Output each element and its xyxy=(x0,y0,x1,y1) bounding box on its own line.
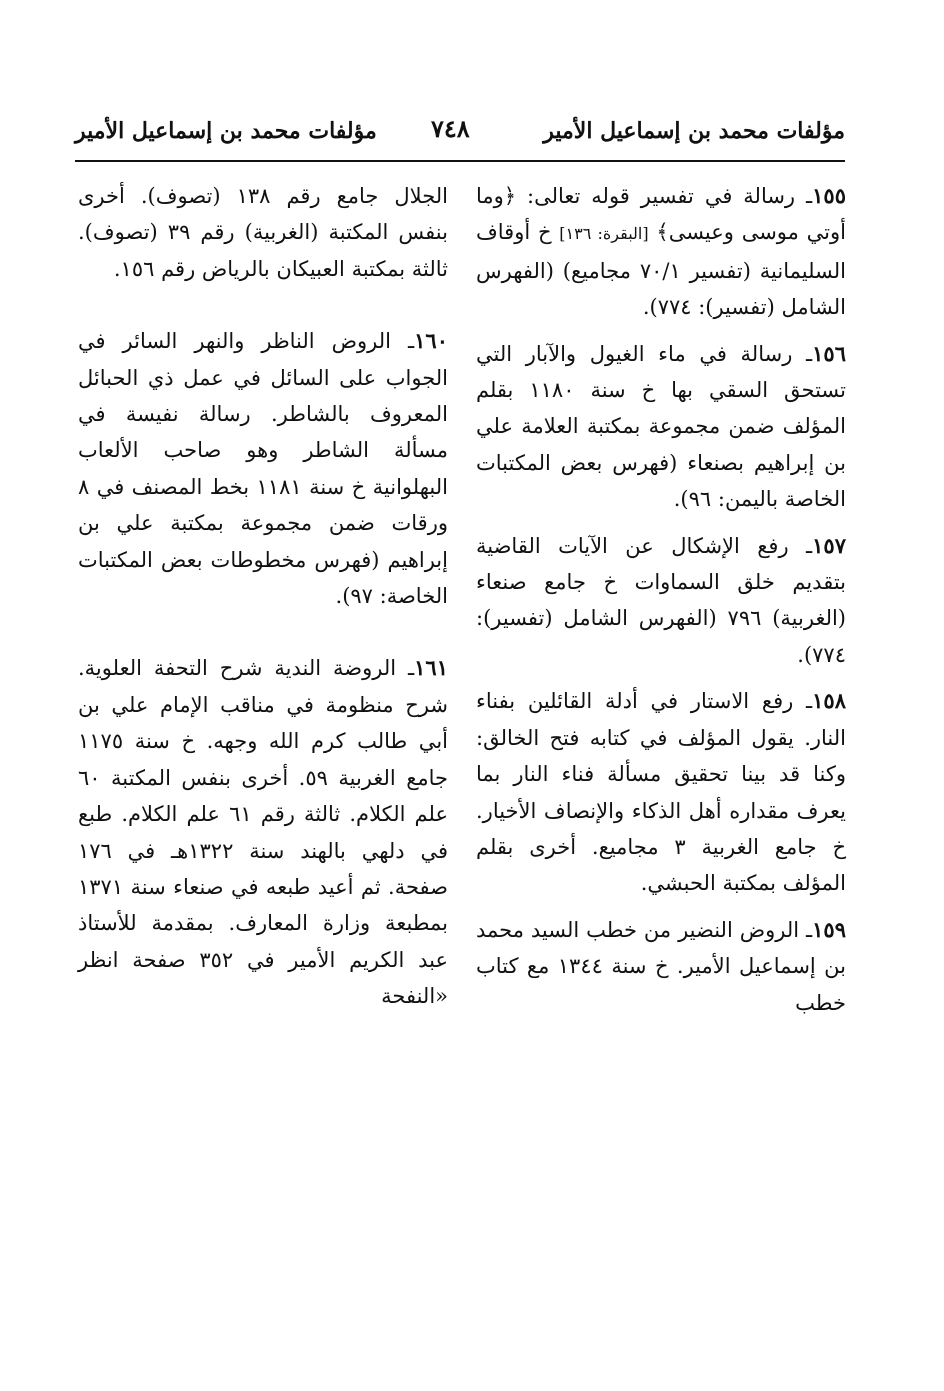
left-column xyxy=(78,178,448,1051)
entry-text: خ أوقاف السليمانية (تفسير ٧٠/١ مجاميع) (الفهرس الشامل (تفسير): ٧٧٤). xyxy=(476,220,846,320)
entry-continuation: الجلال جامع رقم ١٣٨ (تصوف). أخرى بنفس المكتبة (الغربية) رقم ٣٩ (تصوف). ثالثة بمكتبة العبيكان بالرياض رقم ١٥٦. xyxy=(78,184,448,281)
entry-number: ١٦٠ xyxy=(414,328,448,354)
running-title-right: مؤلفات محمد بن إسماعيل الأمير xyxy=(543,118,845,144)
page-header xyxy=(75,110,845,162)
entry-text: ـ رسالة في ماء الغيول والآبار التي تستحق السقي بها خ سنة ١١٨٠ بقلم المؤلف ضمن مجموعة بمكتبة العلامة علي بن إبراهيم بصنعاء (فهرس بعض المكتبات الخاصة باليمن: ٩٦). xyxy=(476,341,847,512)
page-number: ٧٤٨ xyxy=(431,114,470,143)
right-column xyxy=(476,178,846,1031)
entry-text: ـ رفع الإشكال عن الآيات القاضية بتقديم خلق السماوات خ جامع صنعاء (الغربية) ٧٩٦ (الفهرس الشامل (تفسير): ٧٧٤). xyxy=(476,533,846,667)
entry-159 xyxy=(476,912,846,1021)
entry-text: ـ رسالة في تفسير قوله تعالى: ﴿وما أوتي موسى وعيسى﴾ xyxy=(476,184,847,245)
entry-text: ـ الروض النضير من خطب السيد محمد بن إسماعيل الأمير. خ سنة ١٣٤٤ مع كتاب خطب xyxy=(476,917,846,1015)
entry-number: ١٥٧ xyxy=(812,532,846,558)
entry-156 xyxy=(476,336,846,518)
entry-number: ١٥٩ xyxy=(812,916,846,942)
entry-number: ١٥٨ xyxy=(812,688,846,714)
entry-number: ١٥٦ xyxy=(812,340,846,366)
entry-155 xyxy=(476,178,846,326)
entry-text: ـ رفع الاستار في أدلة القائلين بفناء النار. يقول المؤلف في كتابه فتح الخالق: وكنا قد بينا تحقيق مسألة فناء النار بما يعرف مقداره أهل الذكاء والإنصاف الأخيار. خ جامع الغربية ٣ مجاميع. أخرى بقلم المؤلف بمكتبة الحبشي. xyxy=(476,689,846,896)
entry-number: ١٦١ xyxy=(414,655,448,681)
entry-text: ـ الروضة الندية شرح التحفة العلوية. شرح منظومة في مناقب الإمام علي بن أبي طالب كرم الله وجهه. خ سنة ١١٧٥ جامع الغربية ٥٩. أخرى بنفس المكتبة ٦٠ علم الكلام. ثالثة رقم ٦١ علم الكلام. طبع في دلهي بالهند سنة ١٣٢٢هـ في ١٧٦ صفحة. ثم أعيد طبعه في صنعاء سنة ١٣٧١ بمطبعة وزارة المعارف. بمقدمة للأستاذ عبد الكريم الأمير في ٣٥٢ صفحة انظر «النفحة xyxy=(78,656,448,1009)
entry-text: ـ الروض الناظر والنهر السائر في الجواب على السائل في عمل ذي الحبائل المعروف بالشاطر. رسالة نفيسة في مسألة الشاطر وهو صاحب الألعاب البهلوانية خ سنة ١١٨١ بخط المصنف في ٨ ورقات ضمن مجموعة بمكتبة علي بن إبراهيم (فهرس مخطوطات بعض المكتبات الخاصة: ٩٧). xyxy=(78,329,448,609)
entry-161 xyxy=(78,650,448,1014)
running-title-left: مؤلفات محمد بن إسماعيل الأمير xyxy=(75,118,377,144)
entry-158 xyxy=(476,683,846,901)
entry-number: ١٥٥ xyxy=(812,183,846,208)
quran-reference: [البقرة: ١٣٦] xyxy=(559,224,649,244)
entry-160 xyxy=(78,323,448,614)
entry-157 xyxy=(476,528,846,674)
